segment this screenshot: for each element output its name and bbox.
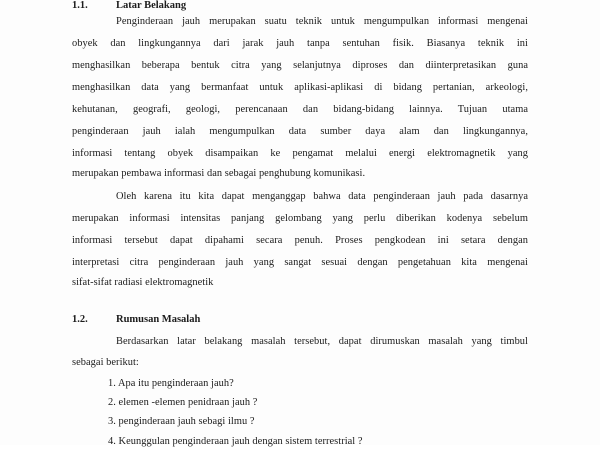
list-item: 3. penginderaan jauh sebagi ilmu ?: [108, 416, 255, 427]
section-title: Latar Belakang: [116, 0, 187, 11]
section-title: Rumusan Masalah: [116, 314, 201, 325]
list-item: 2. elemen -elemen penidraan jauh ?: [108, 397, 258, 408]
section-heading-rumusan-masalah: [72, 313, 200, 327]
paragraph-line: Oleh karena itu kita dapat menganggap bahwa data penginderaan jauh pada dasarnya: [116, 191, 528, 202]
paragraph-line: penginderaan jauh ialah mengumpulkan data sumber daya alam dan lingkungannya,: [72, 126, 528, 137]
paragraph-line: merupakan informasi intensitas panjang gelombang yang perlu diberikan kodenya sebelum: [72, 213, 528, 224]
paragraph-line: Penginderaan jauh merupakan suatu teknik untuk mengumpulkan informasi mengenai: [116, 16, 528, 27]
paragraph-line: sifat-sifat radiasi elektromagnetik: [72, 277, 214, 288]
paragraph-line: menghasilkan beberapa bentuk citra yang selanjutnya diproses dan diinterpretasikan guna: [72, 60, 528, 71]
paragraph-line: informasi tentang obyek disampaikan ke pengamat melalui energi elektromagnetik yang: [72, 148, 528, 159]
section-number: 1.1.: [72, 0, 88, 11]
paragraph-line: kehutanan, geografi, geologi, perencanaan dan bidang-bidang lainnya. Tujuan utama: [72, 104, 528, 115]
paragraph-line: sebagai berikut:: [72, 357, 139, 368]
section-heading-latar-belakang: [72, 0, 186, 13]
section-number: 1.2.: [72, 314, 88, 325]
paragraph-line: Berdasarkan latar belakang masalah tersebut, dapat dirumuskan masalah yang timbul: [116, 336, 528, 347]
paragraph-line: obyek dan lingkungannya dari jarak jauh tanpa sentuhan fisik. Biasanya teknik ini: [72, 38, 528, 49]
paragraph-line: informasi tersebut dapat dipahami secara penuh. Proses pengkodean ini setara dengan: [72, 235, 528, 246]
paragraph-line: menghasilkan data yang bermanfaat untuk aplikasi-aplikasi di bidang pertanian, arkeologi,: [72, 82, 528, 93]
list-item: 1. Apa itu penginderaan jauh?: [108, 378, 234, 389]
paragraph-line: interpretasi citra penginderaan jauh yang sangat sesuai dengan pengetahuan kita mengenai: [72, 257, 528, 268]
list-item: 4. Keunggulan penginderaan jauh dengan sistem terrestrial ?: [108, 436, 363, 447]
paragraph-line: merupakan pembawa informasi dan sebagai penghubung komunikasi.: [72, 168, 366, 179]
